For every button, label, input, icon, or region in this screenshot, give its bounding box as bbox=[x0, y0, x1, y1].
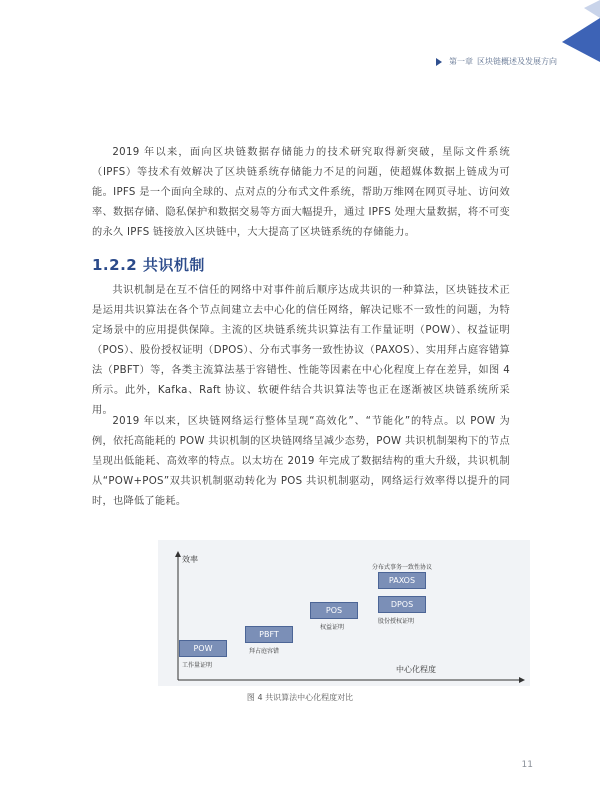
figure-caption: 图 4 共识算法中心化程度对比 bbox=[246, 693, 354, 702]
section-heading bbox=[92, 254, 510, 275]
paragraph-consensus: 共识机制是在互不信任的网络中对事件前后顺序达成共识的一种算法，区块链技术正是运用共识算法在各个节点间建立去中心化的信任网络，解决记账不一致性的问题，为特定场景中的应用提供保障。主流的区块链系统共识算法有工作量证明（POW）、权益证明（POS）、股份授权证明（DPOS）、分布式事务一致性协议（PAXOS）、实用拜占庭容错算法（PBFT）等，各类主流算法基于容错性、性能等因素在中心化程度上存在差异，如图 4 所示。此外，Kafka、Raft 协议、软硬件结合共识算法等也正在逐渐被区块链系统所采用。 bbox=[92, 285, 510, 416]
corner-decoration bbox=[556, 0, 600, 64]
paragraph-ipfs: 2019 年以来，面向区块链数据存储能力的技术研究取得新突破，星际文件系统（IPFS）等技术有效解决了区块链系统存储能力不足的问题，使超媒体数据上链成为可能。IPFS 是一个面向全球的、点对点的分布式文件系统，帮助万维网在网页寻址、访问效率、数据存储、隐私保护和数据交易等方面大幅提升，通过 IPFS 处理大量数据，将不可变的永久 IPFS 链接放入区块链中，大大提高了区块链系统的存储能力。 bbox=[92, 147, 510, 238]
pos-box: POS bbox=[310, 602, 358, 619]
pow-box: POW bbox=[179, 640, 227, 657]
chapter-number: 第一章 bbox=[449, 57, 473, 66]
paxos-box: PAXOS bbox=[378, 572, 426, 589]
pbft-label: 拜占庭容错 bbox=[249, 648, 280, 655]
paragraph-efficiency: 2019 年以来，区块链网络运行整体呈现“高效化”、“节能化”的特点。以 POW 为例，依托高能耗的 POW 共识机制的区块链网络呈减少态势，POW 共识机制架构下的节点呈现出低能耗、高效率的特点。以太坊在 2019 年完成了数据结构的重大升级，共识机制从“POW+POS”双共识机制驱动转化为 POS 共识机制驱动，网络运行效率得以提升的同时，也降低了能耗。 bbox=[92, 416, 510, 507]
dpos-box: DPOS bbox=[378, 596, 426, 613]
x-axis-label: 中心化程度 bbox=[396, 665, 436, 674]
running-header bbox=[436, 56, 557, 67]
y-axis-label: 效率 bbox=[182, 555, 198, 564]
dpos-label: 股份授权证明 bbox=[378, 618, 415, 625]
triangle-marker-icon bbox=[436, 58, 442, 66]
chapter-title: 区块链概述及发展方向 bbox=[477, 57, 557, 66]
paxos-label: 分布式事务一致性协议 bbox=[372, 564, 433, 571]
section-title: 1.2.2 共识机制 bbox=[92, 256, 205, 274]
figure-consensus-comparison bbox=[158, 540, 530, 686]
page-number: 11 bbox=[521, 760, 533, 770]
pbft-box: PBFT bbox=[245, 626, 293, 643]
pow-label: 工作量证明 bbox=[182, 662, 213, 669]
pos-label: 权益证明 bbox=[320, 624, 345, 631]
